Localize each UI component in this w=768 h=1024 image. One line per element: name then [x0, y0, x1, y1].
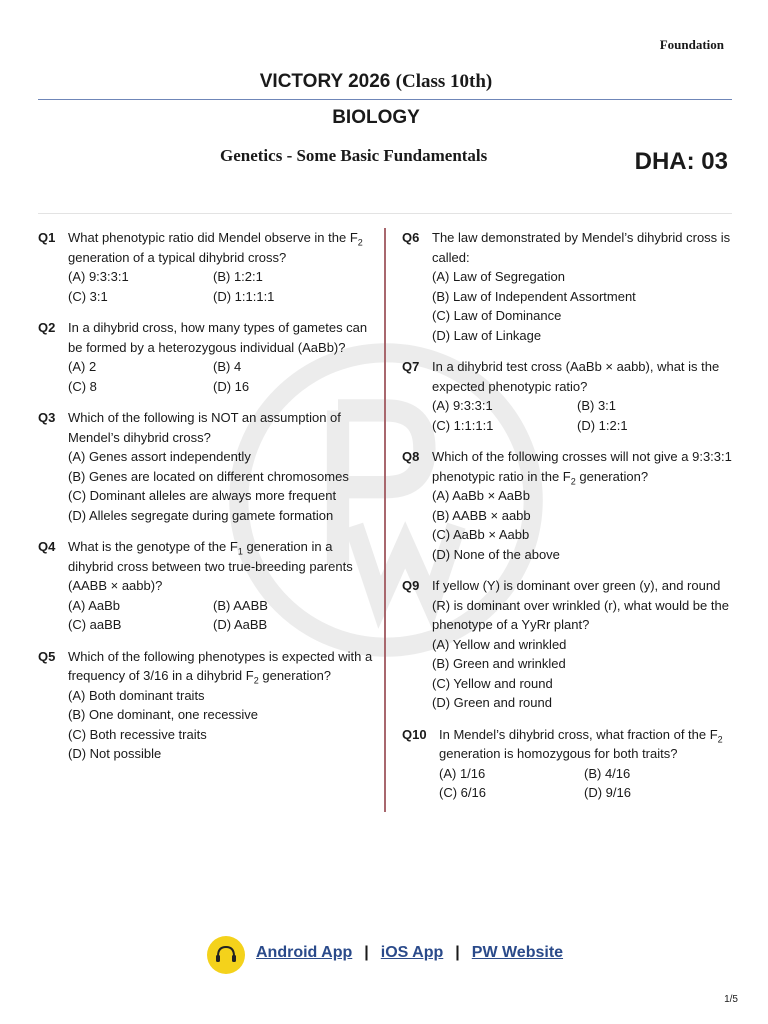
question-q10 [402, 725, 732, 803]
question-body [68, 318, 378, 396]
option-d: (D) 1:2:1 [577, 417, 628, 433]
option-a: (A) Genes assort independently [68, 449, 251, 464]
option-c: (C) 8 [68, 378, 97, 394]
question-text [68, 408, 378, 447]
chapter-title: Genetics - Some Basic Fundamentals [220, 146, 488, 165]
option-b: (B) AABB [213, 597, 268, 613]
subscript: 2 [253, 675, 259, 686]
question-q8 [402, 447, 732, 564]
android-app-link[interactable]: Android App [256, 944, 353, 961]
question-number: Q4 [38, 539, 56, 554]
question-text-part: In a dihybrid test cross (AaBb × aabb), what is the expected phenotypic ratio? [432, 359, 720, 394]
options-list [68, 357, 378, 396]
option-b: (B) 1:2:1 [213, 269, 263, 284]
footer-separator: | [364, 944, 369, 961]
header-rule [38, 99, 732, 100]
options-list [68, 267, 378, 306]
option-d: (D) Green and round [432, 695, 552, 710]
question-text [68, 647, 378, 686]
option-c: (C) Both recessive traits [68, 726, 207, 742]
question-body [439, 725, 732, 803]
option-d: (D) Law of Linkage [432, 327, 542, 343]
question-number: Q2 [38, 320, 56, 335]
option-c: (C) Dominant alleles are always more frequent [68, 488, 337, 503]
question-body [432, 447, 732, 564]
options-list [439, 764, 732, 803]
option-a: (A) Law of Segregation [432, 269, 565, 284]
question-text-part: Which of the following crosses will not give a 9:3:3:1 phenotypic ratio in the F [432, 449, 732, 484]
question-text [68, 318, 378, 357]
question-text-part: In Mendel’s dihybrid cross, what fraction of the F [439, 726, 718, 742]
option-d: (D) Alleles segregate during gamete formation [68, 507, 334, 523]
question-text-part: generation of a typical dihybrid cross? [68, 249, 287, 265]
subscript: 2 [357, 237, 363, 248]
option-a: (A) AaBb × AaBb [432, 488, 530, 503]
class-label: (Class 10th) [395, 71, 493, 92]
option-d: (D) 1:1:1:1 [213, 288, 275, 304]
pw-website-link[interactable]: PW Website [471, 944, 564, 961]
footer [0, 936, 768, 976]
question-text-part: The law demonstrated by Mendel’s dihybrid cross is called: [432, 230, 731, 265]
question-text [68, 537, 378, 596]
option-a: (A) 9:3:3:1 [68, 269, 129, 284]
column-divider [384, 228, 386, 812]
option-d: (D) 16 [213, 378, 250, 394]
option-c: (C) Yellow and round [432, 675, 553, 691]
subscript: 1 [237, 546, 243, 557]
page-title [0, 71, 752, 93]
dha-label: DHA: 03 [634, 148, 728, 175]
question-text [432, 576, 732, 635]
options-list [68, 596, 378, 635]
question-text-part: generation is homozygous for both traits? [439, 746, 678, 761]
options-list [68, 447, 378, 525]
option-d: (D) AaBB [213, 617, 268, 632]
option-d: (D) Not possible [68, 746, 162, 761]
option-a: (A) AaBb [68, 597, 121, 613]
question-text-part: generation in a dihybrid cross between two true-breeding parents (AABB × aabb)? [68, 539, 353, 593]
question-body [68, 408, 378, 525]
question-number: Q7 [402, 359, 420, 374]
footer-links [256, 944, 563, 962]
option-c: (C) AaBb × Aabb [432, 527, 530, 542]
content-rule [38, 213, 732, 214]
question-body [432, 576, 732, 713]
title-text: VICTORY 2026 [259, 71, 391, 92]
question-number: Q8 [402, 449, 420, 464]
option-a: (A) 9:3:3:1 [432, 398, 493, 413]
question-number: Q10 [402, 726, 427, 742]
question-number: Q5 [38, 648, 56, 664]
question-text-part: If yellow (Y) is dominant over green (y), and round (R) is dominant over wrinkled (r), what would be the phenotype of a YyRr plant? [432, 578, 729, 632]
question-number: Q3 [38, 410, 56, 425]
question-text [68, 228, 378, 267]
question-q1 [38, 228, 378, 306]
left-question-column [38, 228, 378, 776]
question-q2 [38, 318, 378, 396]
question-q6 [402, 228, 732, 345]
option-a: (A) Both dominant traits [68, 687, 205, 703]
question-text-part: What phenotypic ratio did Mendel observe in the F [68, 230, 358, 245]
option-d: (D) None of the above [432, 546, 560, 562]
option-d: (D) 9/16 [584, 785, 631, 800]
question-body [68, 537, 378, 635]
option-c: (C) Law of Dominance [432, 308, 562, 323]
options-list [432, 267, 732, 345]
question-text-part: generation? [575, 468, 649, 484]
question-text-part: Which of the following phenotypes is expected with a frequency of 3/16 in a dihybrid F [68, 648, 373, 683]
question-body [68, 647, 378, 764]
option-c: (C) 1:1:1:1 [432, 417, 494, 433]
question-body [68, 228, 378, 306]
question-text-part: generation? [258, 668, 332, 683]
option-a: (A) Yellow and wrinkled [432, 636, 567, 652]
subscript: 2 [717, 734, 723, 745]
question-number: Q9 [402, 578, 420, 593]
question-number: Q6 [402, 230, 420, 245]
question-text [432, 228, 732, 267]
option-b: (B) 4 [213, 359, 242, 374]
option-b: (B) Green and wrinkled [432, 656, 566, 671]
question-number: Q1 [38, 230, 56, 245]
footer-separator: | [455, 944, 460, 961]
question-text [439, 725, 732, 764]
question-q4 [38, 537, 378, 635]
question-text [432, 447, 732, 486]
question-q3 [38, 408, 378, 525]
option-c: (C) 6/16 [439, 785, 486, 800]
question-q9 [402, 576, 732, 713]
option-b: (B) Genes are located on different chromosomes [68, 468, 349, 484]
question-text-part: In a dihybrid cross, how many types of gametes can be formed by a heterozygous individual (AaBb)? [68, 320, 368, 355]
option-a: (A) 1/16 [439, 765, 486, 781]
options-list [432, 486, 732, 564]
question-text-part: What is the genotype of the F [68, 539, 238, 554]
option-b: (B) One dominant, one recessive [68, 707, 259, 722]
subscript: 2 [570, 476, 576, 487]
foundation-label: Foundation [659, 37, 724, 52]
right-question-column [402, 228, 732, 815]
question-q7 [402, 357, 732, 435]
option-c: (C) 3:1 [68, 288, 108, 304]
option-b: (B) AABB × aabb [432, 507, 531, 523]
question-body [432, 357, 732, 435]
option-c: (C) aaBB [68, 617, 122, 632]
option-b: (B) 4/16 [584, 765, 631, 781]
option-a: (A) 2 [68, 359, 97, 374]
question-q5 [38, 647, 378, 764]
options-list [68, 686, 378, 764]
question-text [432, 357, 732, 396]
question-body [432, 228, 732, 345]
options-list [432, 635, 732, 713]
customer-service-icon [207, 936, 245, 974]
options-list [432, 396, 732, 435]
option-b: (B) Law of Independent Assortment [432, 288, 636, 304]
page-number: 1/5 [724, 994, 738, 1005]
subject-title: BIOLOGY [332, 107, 420, 128]
question-text-part: Which of the following is NOT an assumption of Mendel’s dihybrid cross? [68, 410, 341, 445]
ios-app-link[interactable]: iOS App [380, 944, 444, 961]
option-b: (B) 3:1 [577, 398, 617, 413]
